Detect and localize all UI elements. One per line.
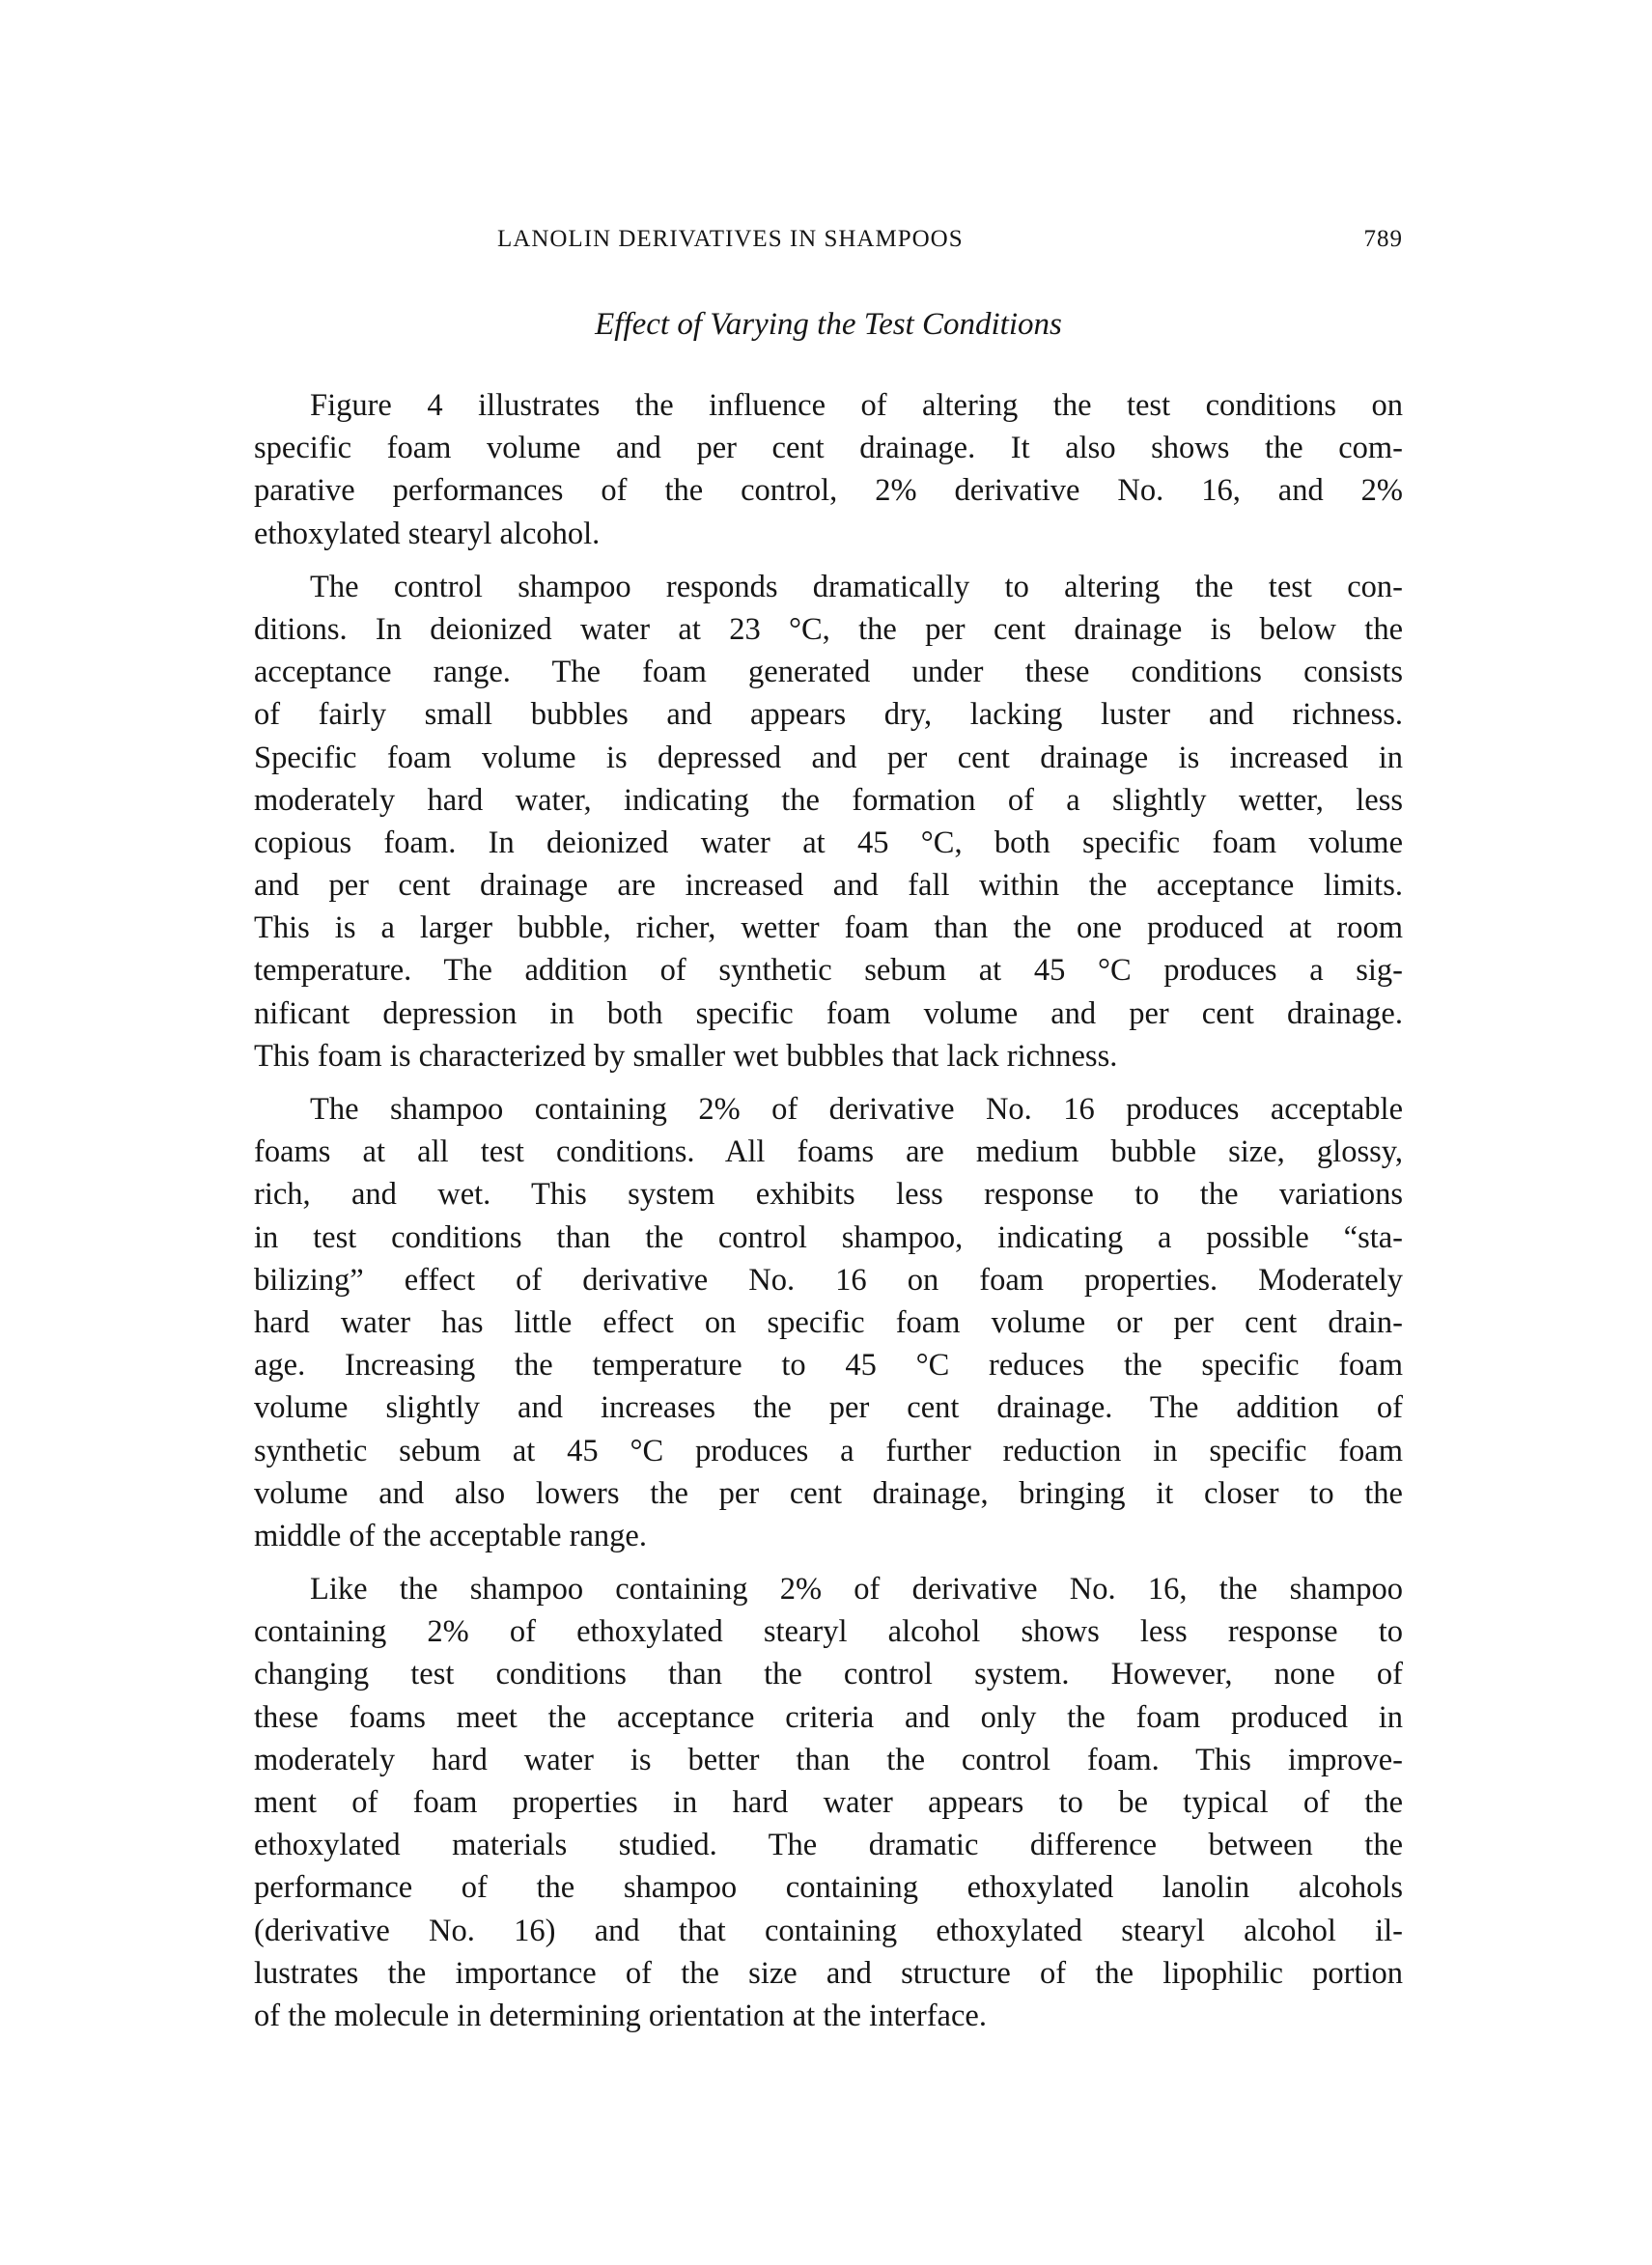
paragraph [254, 1088, 1403, 1557]
text-line: moderately hard water, indicating the formation of a slightly wetter, less [254, 782, 1403, 818]
text-line: synthetic sebum at 45 °C produces a further reduction in specific foam [254, 1433, 1403, 1468]
text-line: Figure 4 illustrates the influence of altering the test conditions on [310, 388, 1403, 423]
text-line: nificant depression in both specific foam volume and per cent drainage. [254, 995, 1403, 1031]
text-line: temperature. The addition of synthetic sebum at 45 °C produces a sig- [254, 953, 1403, 989]
text-line: (derivative No. 16) and that containing ethoxylated stearyl alcohol il- [254, 1913, 1403, 1948]
text-line: The control shampoo responds dramatically to altering the test con- [310, 569, 1403, 604]
text-line: moderately hard water is better than the control foam. This improve- [254, 1742, 1403, 1777]
text-line: acceptance range. The foam generated under these conditions consists [254, 655, 1403, 690]
text-line: containing 2% of ethoxylated stearyl alcohol shows less response to [254, 1614, 1403, 1650]
text-line: in test conditions than the control shampoo, indicating a possible “sta- [254, 1219, 1403, 1255]
text-line: ethoxylated stearyl alcohol. [254, 516, 601, 551]
text-line: The shampoo containing 2% of derivative No. 16 produces acceptable [310, 1092, 1403, 1127]
text-line: age. Increasing the temperature to 45 °C reduces the specific foam [254, 1348, 1403, 1384]
text-line: foams at all test conditions. All foams are medium bubble size, glossy, [254, 1134, 1403, 1170]
text-line: bilizing” effect of derivative No. 16 on foam properties. Moderately [254, 1262, 1403, 1298]
text-line: of fairly small bubbles and appears dry, lacking luster and richness. [254, 697, 1403, 733]
paragraph [254, 384, 1403, 555]
text-line: parative performances of the control, 2% derivative No. 16, and 2% [254, 473, 1403, 509]
text-line: ethoxylated materials studied. The dramatic difference between the [254, 1828, 1403, 1863]
text-line: middle of the acceptable range. [254, 1518, 647, 1553]
text-line: ditions. In deionized water at 23 °C, the per cent drainage is below the [254, 611, 1403, 647]
text-line: Like the shampoo containing 2% of derivative No. 16, the shampoo [310, 1572, 1403, 1608]
text-line: copious foam. In deionized water at 45 °C, both specific foam volume [254, 825, 1403, 860]
text-line: volume and also lowers the per cent drainage, bringing it closer to the [254, 1475, 1403, 1511]
text-line: volume slightly and increases the per cent drainage. The addition of [254, 1390, 1403, 1426]
text-line: This is a larger bubble, richer, wetter foam than the one produced at room [254, 910, 1403, 946]
text-line: these foams meet the acceptance criteria and only the foam produced in [254, 1699, 1403, 1735]
page-number: 789 [1363, 226, 1403, 252]
body-text [254, 384, 1403, 2048]
text-line: This foam is characterized by smaller wet bubbles that lack richness. [254, 1038, 1118, 1074]
text-line: hard water has little effect on specific foam volume or per cent drain- [254, 1304, 1403, 1340]
text-line: changing test conditions than the control system. However, none of [254, 1657, 1403, 1692]
text-line: and per cent drainage are increased and fall within the acceptance limits. [254, 868, 1403, 904]
section-heading: Effect of Varying the Test Conditions [595, 307, 1062, 342]
text-line: of the molecule in determining orientation at the interface. [254, 1998, 987, 2033]
paragraph [254, 1568, 1403, 2037]
text-line: performance of the shampoo containing ethoxylated lanolin alcohols [254, 1870, 1403, 1906]
text-line: ment of foam properties in hard water appears to be typical of the [254, 1785, 1403, 1820]
running-title: LANOLIN DERIVATIVES IN SHAMPOOS [497, 226, 964, 252]
text-line: lustrates the importance of the size and structure of the lipophilic portion [254, 1955, 1403, 1991]
text-line: Specific foam volume is depressed and per cent drainage is increased in [254, 740, 1403, 775]
text-line: specific foam volume and per cent drainage. It also shows the com- [254, 431, 1403, 466]
paragraph [254, 566, 1403, 1077]
running-head [254, 226, 1403, 261]
text-line: rich, and wet. This system exhibits less response to the variations [254, 1177, 1403, 1213]
